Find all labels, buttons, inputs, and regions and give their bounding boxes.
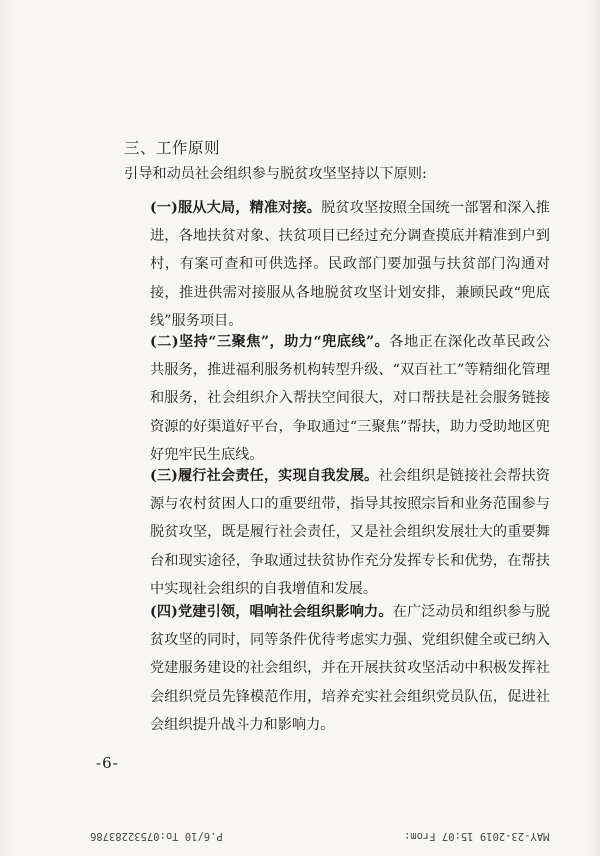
principle-1-body: 脱贫攻坚按照全国统一部署和深入推进，各地扶贫对象、扶贫项目已经过充分调查摸底并精准到户到村，有案可查和可供选择。民政部门要加强与扶贫部门沟通对接，推进供需对接服从各地脱贫攻坚计划安排，兼顾民政“兜底线”服务项目。 [150,200,550,329]
principle-paragraph-4 [122,598,550,739]
principle-1-title: (一)服从大局，精准对接。 [150,200,322,216]
principle-paragraph-1 [122,194,550,335]
fax-header-timestamp: MAY-23-2019 15:07 From: [404,830,550,842]
section-heading: 三、工作原则 [124,139,221,157]
principle-4-title: (四)党建引领，唱响社会组织影响力。 [150,604,393,620]
fax-header-recipient: P.6/10 To:07532283786 [90,830,223,842]
section-intro: 引导和动员社会组织参与脱贫攻坚坚持以下原则: [124,166,427,182]
principle-paragraph-3 [122,462,550,603]
principle-3-title: (三)履行社会责任，实现自我发展。 [150,468,379,484]
principle-2-title: (二)坚持“三聚焦”，助力“兜底线”。 [150,334,390,350]
principle-3-body: 社会组织是链接社会帮扶资源与农村贫困人口的重要纽带，指导其按照宗旨和业务范围参与脱贫攻坚，既是履行社会责任，又是社会组织发展壮大的重要舞台和现实途径，争取通过扶贫协作充分发挥专长和优势，在帮扶中实现社会组织的自我增值和发展。 [150,468,550,597]
principle-paragraph-2 [122,328,550,469]
principle-4-body: 在广泛动员和组织参与脱贫攻坚的同时，同等条件优待考虑实力强、党组织健全或已纳入党建服务建设的社会组织，并在开展扶贫攻坚活动中积极发挥社会组织党员先锋模范作用，培养充实社会组织党员队伍，促进社会组织提升战斗力和影响力。 [150,604,550,733]
page-number: -6- [96,754,119,772]
principle-2-body: 各地正在深化改革民政公共服务，推进福利服务机构转型升级、“双百社工”等精细化管理和服务，社会组织介入帮扶空间很大，对口帮扶是社会服务链接资源的好渠道好平台，争取通过“三聚焦”帮扶，助力受助地区兜好兜牢民生底线。 [150,334,550,463]
